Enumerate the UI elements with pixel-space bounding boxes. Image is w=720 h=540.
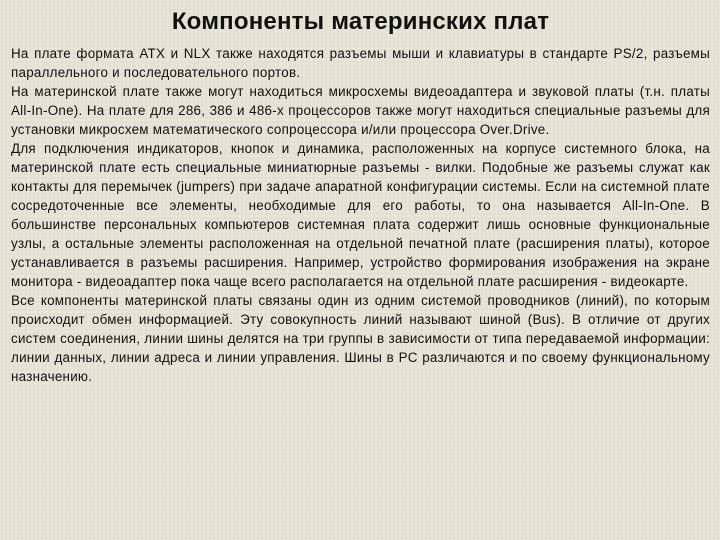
paragraph-bus: Все компоненты материнской платы связаны один из одним системой проводников (линий), по которым происходит обмен информацией. Эту совокупность линий называют шиной (Bus). В отличие от других систем соединения, линии шины делятся на три группы в зависимости от типа передаваемой информации: линии данных, линии адреса и линии управления. Шины в PC различаются и по своему функциональному назначению. bbox=[11, 293, 710, 384]
slide-title: Компоненты материнских плат bbox=[171, 8, 550, 35]
paragraph-ports: На плате формата ATX и NLX также находятся разъемы мыши и клавиатуры в стандарте PS/2, разъемы параллельного и последовательного портов. bbox=[11, 46, 710, 80]
paragraph-integrated-chips: На материнской плате также могут находиться микросхемы видеоадаптера и звуковой платы (т.н. платы All-In-One). На плате для 286, 386 и 486-х процессоров также могут находиться специальные разъемы для установки микросхем математического сопроцессора и/или процессора Over.Drive. bbox=[11, 84, 710, 137]
slide-body bbox=[11, 44, 710, 386]
paragraph-connectors: Для подключения индикаторов, кнопок и динамика, расположенных на корпусе системного блока, на материнской плате есть специальные миниатюрные разъемы - вилки. Подобные же разъемы служат как контакты для перемычек (jumpers) при задаче апаратной конфигурации системы. Если на системной плате сосредоточенные все элементы, необходимые для его работы, то она называется All-In-One. В большинстве персональных компьютеров системная плата содержит лишь основные функциональные узлы, а остальные элементы расположенная на отдельной печатной плате (расширения платы), которое устанавливается в разъемы расширения. Например, устройство формирования изображения на экране монитора - видеоадаптер пока чаще всего располагается на отдельной плате расширения - видеокарте. bbox=[11, 141, 710, 289]
